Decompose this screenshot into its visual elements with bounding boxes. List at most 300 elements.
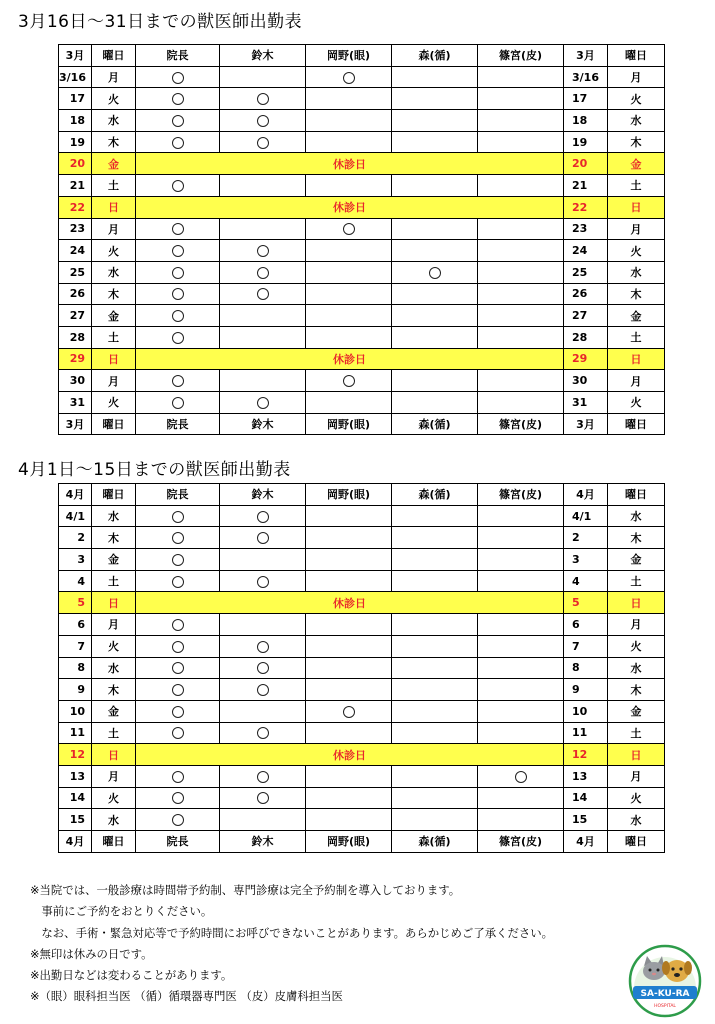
weekday-cell-right: 金	[608, 153, 665, 175]
attendance-cell	[136, 392, 220, 414]
attendance-cell	[220, 679, 306, 701]
attendance-cell	[306, 392, 392, 414]
table-row	[59, 110, 665, 132]
table-row	[59, 679, 665, 701]
attendance-cell	[220, 305, 306, 327]
date-cell-right: 19	[564, 131, 608, 153]
weekday-cell-right: 火	[608, 392, 665, 414]
date-cell-right: 18	[564, 110, 608, 132]
table-header-row-top	[59, 45, 665, 67]
note-line: ※当院では、一般診療は時間帯予約制、専門診療は完全予約制を導入しております。	[30, 883, 461, 897]
attendance-cell	[220, 110, 306, 132]
weekday-cell: 金	[92, 549, 136, 571]
attendance-cell	[392, 570, 478, 592]
attendance-cell	[392, 305, 478, 327]
weekday-cell: 木	[92, 527, 136, 549]
weekday-cell-right: 土	[608, 326, 665, 348]
attendance-cell	[306, 614, 392, 636]
weekday-cell: 木	[92, 679, 136, 701]
header-cell: 岡野(眼)	[306, 413, 392, 435]
attendance-circle-icon	[172, 576, 184, 588]
attendance-circle-icon	[257, 641, 269, 653]
attendance-cell	[392, 787, 478, 809]
attendance-cell	[392, 809, 478, 831]
holiday-label: 休診日	[136, 153, 564, 175]
date-cell: 5	[59, 592, 92, 614]
table-row	[59, 527, 665, 549]
attendance-cell	[478, 370, 564, 392]
date-cell: 22	[59, 196, 92, 218]
attendance-circle-icon	[172, 223, 184, 235]
date-cell: 13	[59, 765, 92, 787]
attendance-cell	[478, 809, 564, 831]
attendance-cell	[136, 66, 220, 88]
table-row	[59, 240, 665, 262]
holiday-row	[59, 196, 665, 218]
table-row	[59, 283, 665, 305]
attendance-cell	[306, 305, 392, 327]
attendance-circle-icon	[257, 684, 269, 696]
weekday-cell-right: 火	[608, 240, 665, 262]
date-cell: 3/16	[59, 66, 92, 88]
attendance-cell	[220, 635, 306, 657]
attendance-cell	[136, 787, 220, 809]
attendance-cell	[306, 657, 392, 679]
attendance-cell	[136, 809, 220, 831]
holiday-row	[59, 153, 665, 175]
attendance-cell	[136, 765, 220, 787]
attendance-circle-icon	[172, 792, 184, 804]
attendance-cell	[392, 505, 478, 527]
attendance-cell	[478, 700, 564, 722]
weekday-cell-right: 日	[608, 196, 665, 218]
attendance-cell	[136, 88, 220, 110]
date-cell-right: 8	[564, 657, 608, 679]
date-cell: 4/1	[59, 505, 92, 527]
attendance-circle-icon	[172, 72, 184, 84]
header-cell: 3月	[59, 45, 92, 67]
attendance-cell	[306, 88, 392, 110]
attendance-cell	[392, 700, 478, 722]
table-row	[59, 787, 665, 809]
attendance-cell	[136, 570, 220, 592]
weekday-cell: 火	[92, 787, 136, 809]
header-cell: 曜日	[92, 484, 136, 506]
date-cell: 3	[59, 549, 92, 571]
attendance-cell	[136, 218, 220, 240]
attendance-circle-icon	[257, 662, 269, 674]
attendance-circle-icon	[172, 511, 184, 523]
attendance-cell	[220, 549, 306, 571]
date-cell: 14	[59, 787, 92, 809]
attendance-cell	[136, 549, 220, 571]
weekday-cell-right: 木	[608, 131, 665, 153]
date-cell-right: 12	[564, 744, 608, 766]
schedule-1-title: 3月16日～31日までの獣医師出勤表	[18, 12, 303, 32]
attendance-circle-icon	[172, 684, 184, 696]
attendance-cell	[136, 261, 220, 283]
header-cell: 曜日	[608, 831, 665, 853]
weekday-cell: 月	[92, 66, 136, 88]
attendance-cell	[306, 527, 392, 549]
attendance-cell	[478, 679, 564, 701]
weekday-cell-right: 水	[608, 110, 665, 132]
attendance-circle-icon	[172, 310, 184, 322]
attendance-cell	[478, 305, 564, 327]
date-cell-right: 17	[564, 88, 608, 110]
attendance-cell	[136, 240, 220, 262]
weekday-cell: 木	[92, 131, 136, 153]
attendance-cell	[306, 635, 392, 657]
attendance-circle-icon	[257, 771, 269, 783]
attendance-cell	[478, 392, 564, 414]
weekday-cell-right: 月	[608, 66, 665, 88]
header-cell: 曜日	[92, 413, 136, 435]
table-row	[59, 218, 665, 240]
header-cell: 4月	[564, 831, 608, 853]
date-cell: 8	[59, 657, 92, 679]
attendance-cell	[220, 505, 306, 527]
weekday-cell: 水	[92, 110, 136, 132]
weekday-cell-right: 火	[608, 88, 665, 110]
header-cell: 院長	[136, 831, 220, 853]
date-cell-right: 31	[564, 392, 608, 414]
weekday-cell-right: 火	[608, 635, 665, 657]
date-cell: 25	[59, 261, 92, 283]
attendance-cell	[478, 66, 564, 88]
attendance-cell	[478, 614, 564, 636]
header-cell: 篠宮(皮)	[478, 831, 564, 853]
table-row	[59, 370, 665, 392]
attendance-cell	[136, 700, 220, 722]
table-row	[59, 392, 665, 414]
attendance-cell	[220, 614, 306, 636]
attendance-cell	[220, 527, 306, 549]
attendance-cell	[478, 110, 564, 132]
date-cell: 12	[59, 744, 92, 766]
attendance-circle-icon	[172, 771, 184, 783]
attendance-cell	[220, 392, 306, 414]
date-cell-right: 4	[564, 570, 608, 592]
header-cell: 院長	[136, 413, 220, 435]
header-cell: 曜日	[92, 831, 136, 853]
attendance-cell	[478, 88, 564, 110]
header-cell: 森(循)	[392, 831, 478, 853]
date-cell: 21	[59, 175, 92, 197]
header-cell: 4月	[59, 831, 92, 853]
attendance-cell	[136, 722, 220, 744]
attendance-circle-icon	[257, 792, 269, 804]
attendance-cell	[478, 261, 564, 283]
attendance-cell	[392, 110, 478, 132]
header-cell: 鈴木	[220, 831, 306, 853]
attendance-cell	[392, 131, 478, 153]
attendance-circle-icon	[429, 267, 441, 279]
holiday-row	[59, 744, 665, 766]
attendance-circle-icon	[343, 72, 355, 84]
date-cell-right: 28	[564, 326, 608, 348]
attendance-cell	[392, 175, 478, 197]
table-row	[59, 549, 665, 571]
attendance-cell	[392, 392, 478, 414]
attendance-cell	[136, 110, 220, 132]
date-cell: 29	[59, 348, 92, 370]
weekday-cell-right: 水	[608, 261, 665, 283]
weekday-cell: 水	[92, 505, 136, 527]
attendance-cell	[306, 131, 392, 153]
date-cell-right: 26	[564, 283, 608, 305]
note-line: ※出勤日などは変わることがあります。	[30, 968, 233, 983]
weekday-cell: 月	[92, 765, 136, 787]
attendance-cell	[392, 657, 478, 679]
table-row	[59, 635, 665, 657]
header-cell: 4月	[564, 484, 608, 506]
weekday-cell-right: 日	[608, 744, 665, 766]
attendance-cell	[392, 326, 478, 348]
attendance-cell	[220, 722, 306, 744]
table-row	[59, 88, 665, 110]
attendance-cell	[306, 549, 392, 571]
attendance-cell	[478, 635, 564, 657]
attendance-cell	[478, 326, 564, 348]
attendance-cell	[478, 175, 564, 197]
header-cell: 4月	[59, 484, 92, 506]
notes-section	[30, 880, 553, 1008]
attendance-circle-icon	[257, 115, 269, 127]
header-cell: 篠宮(皮)	[478, 484, 564, 506]
attendance-cell	[478, 549, 564, 571]
date-cell: 7	[59, 635, 92, 657]
weekday-cell-right: 月	[608, 218, 665, 240]
header-cell: 3月	[59, 413, 92, 435]
table-row	[59, 570, 665, 592]
weekday-cell: 日	[92, 196, 136, 218]
attendance-circle-icon	[257, 288, 269, 300]
attendance-cell	[136, 326, 220, 348]
table-row	[59, 809, 665, 831]
attendance-cell	[306, 505, 392, 527]
date-cell-right: 3/16	[564, 66, 608, 88]
attendance-circle-icon	[172, 375, 184, 387]
header-cell: 岡野(眼)	[306, 484, 392, 506]
date-cell-right: 15	[564, 809, 608, 831]
weekday-cell-right: 金	[608, 549, 665, 571]
attendance-cell	[306, 110, 392, 132]
weekday-cell-right: 日	[608, 348, 665, 370]
date-cell: 26	[59, 283, 92, 305]
attendance-cell	[478, 240, 564, 262]
attendance-cell	[392, 527, 478, 549]
weekday-cell-right: 月	[608, 765, 665, 787]
header-cell: 森(循)	[392, 45, 478, 67]
attendance-cell	[478, 283, 564, 305]
date-cell-right: 21	[564, 175, 608, 197]
attendance-circle-icon	[257, 267, 269, 279]
weekday-cell-right: 水	[608, 657, 665, 679]
header-cell: 鈴木	[220, 413, 306, 435]
date-cell-right: 5	[564, 592, 608, 614]
header-cell: 曜日	[608, 413, 665, 435]
attendance-cell	[306, 175, 392, 197]
weekday-cell: 日	[92, 592, 136, 614]
table-row	[59, 66, 665, 88]
date-cell-right: 10	[564, 700, 608, 722]
attendance-circle-icon	[172, 332, 184, 344]
schedule-2-title: 4月1日～15日までの獣医師出勤表	[18, 460, 291, 480]
weekday-cell-right: 木	[608, 527, 665, 549]
date-cell: 28	[59, 326, 92, 348]
attendance-cell	[136, 131, 220, 153]
date-cell-right: 2	[564, 527, 608, 549]
attendance-cell	[478, 765, 564, 787]
attendance-cell	[136, 527, 220, 549]
weekday-cell: 木	[92, 283, 136, 305]
attendance-cell	[220, 326, 306, 348]
attendance-circle-icon	[172, 137, 184, 149]
attendance-cell	[136, 175, 220, 197]
attendance-circle-icon	[172, 115, 184, 127]
date-cell-right: 13	[564, 765, 608, 787]
header-cell: 岡野(眼)	[306, 831, 392, 853]
attendance-cell	[478, 787, 564, 809]
date-cell: 2	[59, 527, 92, 549]
attendance-cell	[220, 700, 306, 722]
attendance-circle-icon	[172, 532, 184, 544]
attendance-cell	[220, 570, 306, 592]
attendance-circle-icon	[257, 397, 269, 409]
attendance-cell	[392, 283, 478, 305]
attendance-cell	[392, 370, 478, 392]
table-row	[59, 722, 665, 744]
weekday-cell-right: 月	[608, 370, 665, 392]
attendance-circle-icon	[257, 727, 269, 739]
attendance-cell	[392, 679, 478, 701]
header-cell: 岡野(眼)	[306, 45, 392, 67]
attendance-circle-icon	[257, 532, 269, 544]
note-line: ※無印は休みの日です。	[30, 946, 153, 961]
weekday-cell: 火	[92, 392, 136, 414]
attendance-cell	[306, 240, 392, 262]
attendance-cell	[392, 765, 478, 787]
attendance-circle-icon	[343, 375, 355, 387]
weekday-cell-right: 金	[608, 700, 665, 722]
attendance-cell	[478, 218, 564, 240]
attendance-cell	[136, 305, 220, 327]
attendance-circle-icon	[515, 771, 527, 783]
attendance-cell	[306, 809, 392, 831]
attendance-cell	[136, 283, 220, 305]
attendance-circle-icon	[172, 619, 184, 631]
date-cell-right: 20	[564, 153, 608, 175]
weekday-cell-right: 土	[608, 175, 665, 197]
schedule-2-table	[58, 483, 665, 853]
table-row	[59, 657, 665, 679]
attendance-cell	[392, 549, 478, 571]
header-cell: 3月	[564, 45, 608, 67]
weekday-cell: 金	[92, 700, 136, 722]
attendance-cell	[306, 765, 392, 787]
date-cell-right: 24	[564, 240, 608, 262]
date-cell: 4	[59, 570, 92, 592]
attendance-circle-icon	[343, 223, 355, 235]
attendance-circle-icon	[172, 267, 184, 279]
attendance-cell	[478, 505, 564, 527]
logo-text: SA-KU-RA	[640, 989, 690, 999]
attendance-cell	[392, 218, 478, 240]
attendance-circle-icon	[172, 641, 184, 653]
weekday-cell-right: 土	[608, 722, 665, 744]
holiday-label: 休診日	[136, 744, 564, 766]
date-cell: 18	[59, 110, 92, 132]
header-cell: 鈴木	[220, 484, 306, 506]
header-cell: 曜日	[92, 45, 136, 67]
attendance-circle-icon	[172, 245, 184, 257]
attendance-cell	[136, 614, 220, 636]
weekday-cell: 月	[92, 370, 136, 392]
table-row	[59, 131, 665, 153]
table-row	[59, 175, 665, 197]
table-row	[59, 700, 665, 722]
attendance-cell	[136, 679, 220, 701]
date-cell: 17	[59, 88, 92, 110]
attendance-cell	[392, 240, 478, 262]
attendance-cell	[478, 527, 564, 549]
attendance-cell	[392, 614, 478, 636]
attendance-cell	[392, 635, 478, 657]
note-line: ※（眼）眼科担当医 （循）循環器専門医 （皮）皮膚科担当医	[30, 989, 343, 1004]
table-header-row-bottom	[59, 831, 665, 853]
attendance-cell	[392, 66, 478, 88]
attendance-circle-icon	[172, 706, 184, 718]
table-header-row-bottom	[59, 413, 665, 435]
date-cell-right: 23	[564, 218, 608, 240]
header-cell: 鈴木	[220, 45, 306, 67]
holiday-label: 休診日	[136, 348, 564, 370]
attendance-circle-icon	[257, 137, 269, 149]
holiday-row	[59, 592, 665, 614]
weekday-cell: 土	[92, 175, 136, 197]
weekday-cell-right: 水	[608, 809, 665, 831]
table-row	[59, 261, 665, 283]
attendance-cell	[136, 635, 220, 657]
note-line: なお、手術・緊急対応等で予約時間にお呼びできないことがあります。あらかじめご了承ください。	[30, 925, 554, 940]
header-cell: 森(循)	[392, 484, 478, 506]
attendance-cell	[306, 218, 392, 240]
weekday-cell: 水	[92, 657, 136, 679]
date-cell-right: 11	[564, 722, 608, 744]
attendance-cell	[220, 370, 306, 392]
attendance-cell	[478, 131, 564, 153]
date-cell: 20	[59, 153, 92, 175]
date-cell-right: 14	[564, 787, 608, 809]
weekday-cell-right: 土	[608, 570, 665, 592]
attendance-circle-icon	[172, 397, 184, 409]
attendance-circle-icon	[172, 554, 184, 566]
attendance-cell	[220, 88, 306, 110]
attendance-cell	[392, 722, 478, 744]
header-cell: 院長	[136, 45, 220, 67]
date-cell-right: 25	[564, 261, 608, 283]
table-row	[59, 765, 665, 787]
attendance-cell	[306, 370, 392, 392]
weekday-cell: 月	[92, 218, 136, 240]
logo-subtext: HOSPITAL	[654, 1004, 676, 1009]
attendance-cell	[220, 240, 306, 262]
attendance-circle-icon	[257, 93, 269, 105]
date-cell-right: 9	[564, 679, 608, 701]
attendance-cell	[478, 570, 564, 592]
weekday-cell-right: 火	[608, 787, 665, 809]
